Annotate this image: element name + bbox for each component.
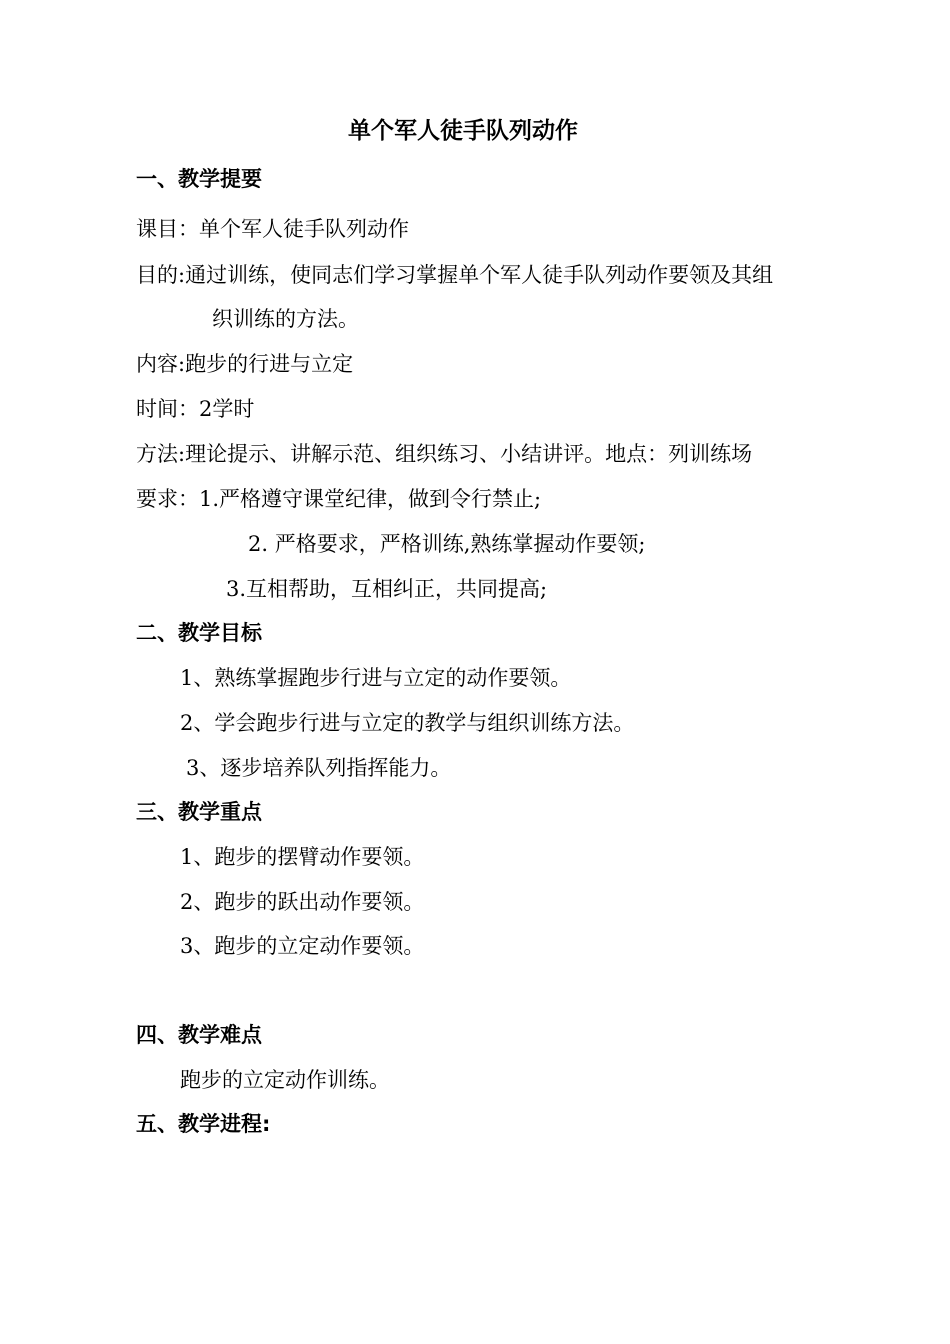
goal-item: 1、熟练掌握跑步行进与立定的动作要领。: [180, 666, 572, 690]
time-line: 时间：2学时: [136, 397, 255, 421]
section-heading-difficulties: 四、教学难点: [136, 1023, 262, 1047]
requirement-line-2: 2. 严格要求，严格训练,熟练掌握动作要领;: [248, 532, 646, 556]
goal-item: 2、学会跑步行进与立定的教学与组织训练方法。: [180, 711, 635, 735]
requirement-line-3: 3.互相帮助，互相纠正，共同提高;: [226, 577, 548, 601]
section-heading-key-points: 三、教学重点: [136, 800, 262, 824]
course-line: 课目：单个军人徒手队列动作: [136, 217, 409, 241]
goal-item: 3、逐步培养队列指挥能力。: [186, 756, 452, 780]
section-heading-teaching-goals: 二、教学目标: [136, 621, 262, 645]
key-point-item: 1、跑步的摆臂动作要领。: [180, 845, 425, 869]
method-location-line: 方法:理论提示、讲解示范、组织练习、小结讲评。地点：列训练场: [136, 442, 753, 466]
difficulty-text: 跑步的立定动作训练。: [180, 1068, 390, 1092]
section-heading-teaching-process: 五、教学进程:: [136, 1112, 271, 1136]
requirement-line-1: 要求：1.严格遵守课堂纪律，做到令行禁止;: [136, 487, 542, 511]
section-heading-teaching-outline: 一、教学提要: [136, 167, 262, 191]
key-point-item: 3、跑步的立定动作要领。: [180, 934, 425, 958]
content-line: 内容:跑步的行进与立定: [136, 352, 354, 376]
key-point-item: 2、跑步的跃出动作要领。: [180, 890, 425, 914]
purpose-line-continued: 织训练的方法。: [212, 307, 359, 331]
page-title: 单个军人徒手队列动作: [348, 118, 578, 144]
purpose-line: 目的:通过训练，使同志们学习掌握单个军人徒手队列动作要领及其组: [136, 263, 774, 287]
